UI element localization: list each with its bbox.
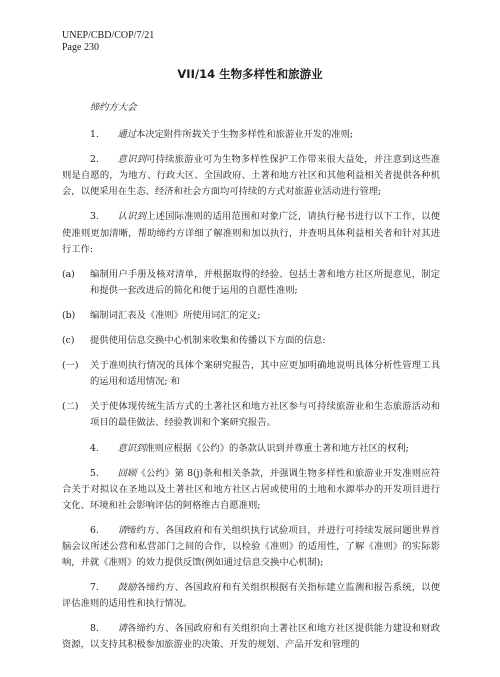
item-c: (c) 提供使用信息交换中心机制来收集和传播以下方面的信息: <box>62 335 326 347</box>
paragraph-4: 4. 意识到准则应根据《公约》的条款认识到并尊重土著和地方社区的权利; <box>90 442 409 454</box>
paragraph-6: 6. 请缔约方、各国政府和有关组织执行试验项目，并进行可持续发展问题世界首脑会议所述公营和私营部门之间的合作，以检验《准则》的适用性，了解《准则》的实际影响，并就《准则》的效力提供反馈(例如通过信息交换中心机制); <box>62 524 440 569</box>
page-number: Page 230 <box>62 42 99 53</box>
paragraph-1: 1. 通过本决定附件所载关于生物多样性和旅游业开发的准则; <box>90 129 354 141</box>
paragraph-2: 2. 意识到可持续旅游业可为生物多样性保护工作带来很大益处，并注意到这些准则是自愿的，为地方、行政大区、全国政府、土著和地方社区和其他利益相关者提供各种机会，以便采用在生态、经济和社会方面均可持续的方式对旅游业活动进行管理; <box>62 154 440 198</box>
document-symbol: UNEP/CBD/COP/7/21 <box>62 30 155 41</box>
item-a: (a) 编制用户手册及核对清单，并根据取得的经验、包括土著和地方社区所提意见，制定和提供一套改进后的简化和便于运用的自愿性准则; <box>62 268 440 296</box>
paragraph-5: 5. 回顾《公约》第 8(j)条和相关条款，并强调生物多样性和旅游业开发准则应符合关于对拟议在圣地以及土著社区和地方社区占居或使用的土地和水源举办的开发项目进行文化、环境和社会影响评估的阿格维古自愿准则; <box>62 467 440 511</box>
decision-title: VII/14 生物多样性和旅游业 <box>177 67 323 81</box>
page-header <box>62 30 154 54</box>
subitem-1: (一) 关于准则执行情况的具体个案研究报告，其中应更加明确地说明具体分析性管理工具的运用和适用情况; 和 <box>62 360 440 388</box>
subitem-2: (二) 关于使体现传统生活方式的土著社区和地方社区参与可持续旅游业和生态旅游活动和项目的最佳做法、经验教训和个案研究报告。 <box>62 401 440 429</box>
item-b: (b) 编制词汇表及《准则》所使用词汇的定义; <box>62 309 261 321</box>
preamble: 缔约方大会 <box>90 102 137 113</box>
paragraph-3: 3. 认识到上述国际准则的适用范围和对象广泛，请执行秘书进行以下工作，以便使准则更加清晰，帮助缔约方详细了解准则和加以执行，并查明具体利益相关者和针对其进行工作: <box>62 211 440 255</box>
document-body <box>62 100 440 663</box>
paragraph-7: 7. 鼓励各缔约方、各国政府和有关组织根据有关指标建立监测和报告系统，以便评估准则的适用性和执行情况。 <box>62 582 440 610</box>
paragraph-8: 8. 请各缔约方、各国政府和有关组织向土著社区和地方社区提供能力建设和财政资源，以支持其积极参加旅游业的决策、开发的规划、产品开发和管理的 <box>62 623 440 651</box>
